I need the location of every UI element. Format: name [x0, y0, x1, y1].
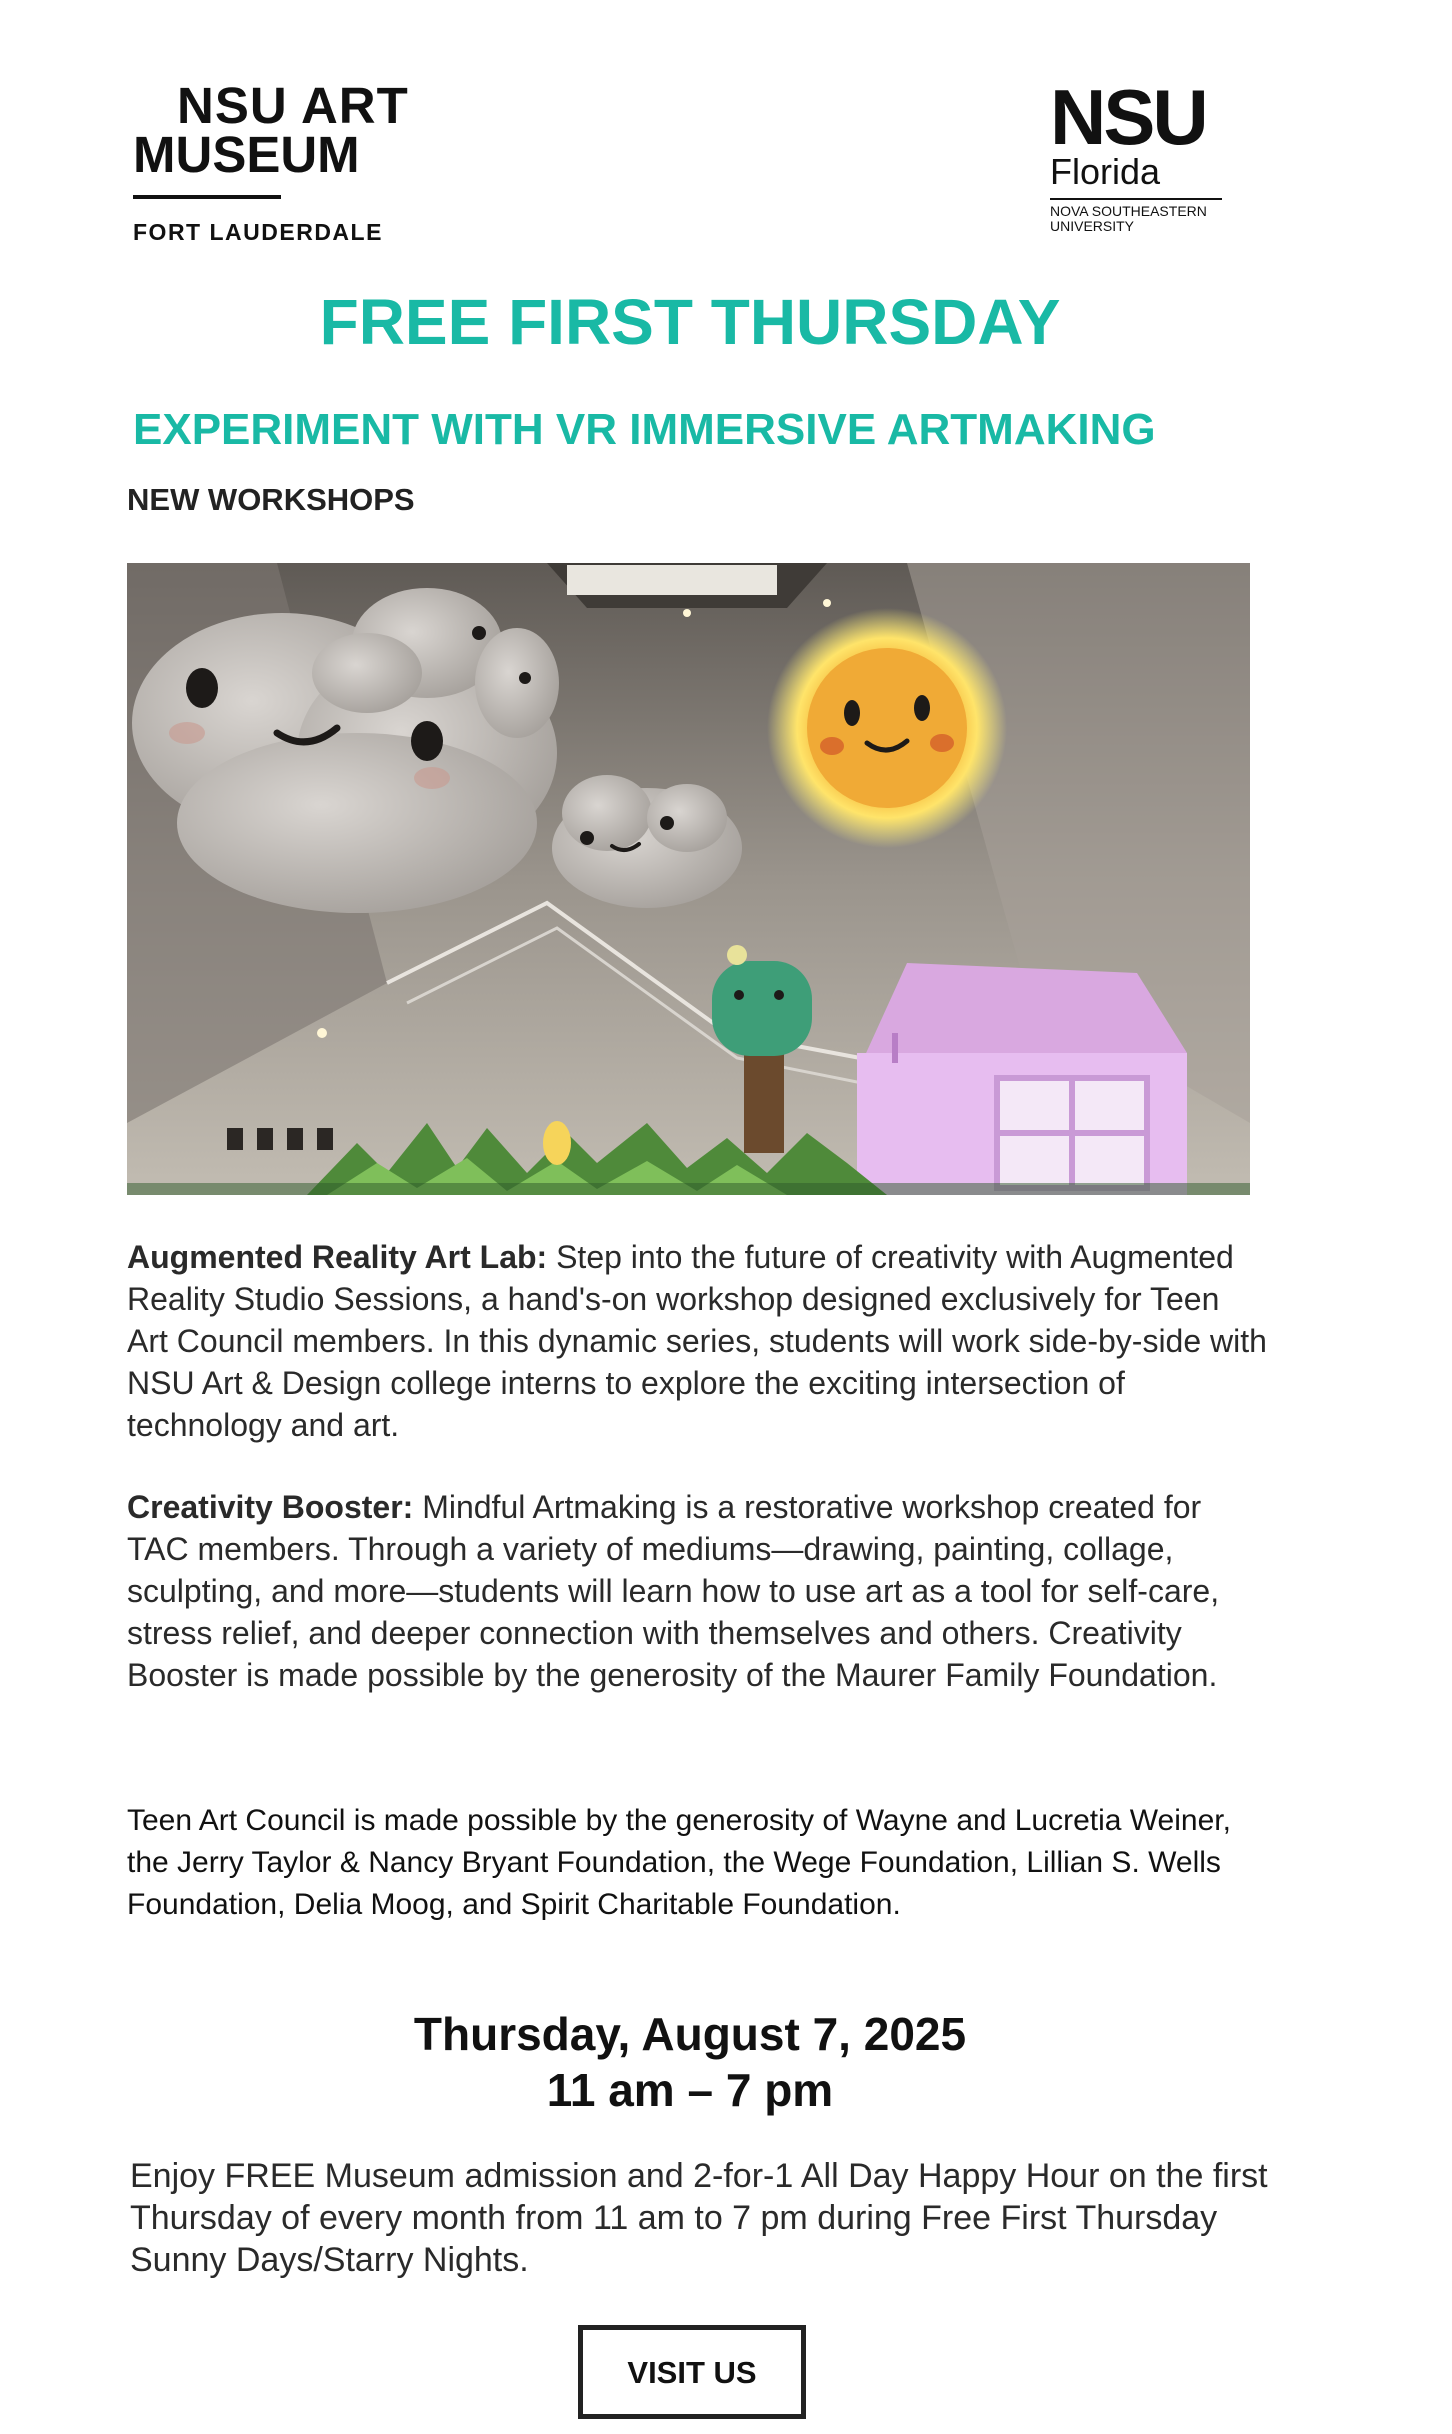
event-datetime — [0, 2006, 1380, 2118]
page-title: FREE FIRST THURSDAY — [319, 286, 1061, 358]
university-logo-name-1: NOVA SOUTHEASTERN — [1050, 203, 1207, 220]
vr-scene-illustration — [127, 563, 1250, 1195]
sun-character — [767, 608, 1007, 848]
workshop-creativity-booster-title: Creativity Booster: — [127, 1489, 414, 1525]
workshop-creativity-booster-text: Mindful Artmaking is a restorative workshop created for TAC members. Through a variety of mediums—drawing, painting, collage, sculpting, and more—students will learn how to use art as a tool for self-care, stress relief, and deeper connection with themselves and others. Creativity Booster is made possible by the generosity of the Maurer Family Foundation. — [127, 1489, 1220, 1693]
museum-logo-line1: NSU ART — [177, 77, 409, 134]
admission-text: Enjoy FREE Museum admission and 2-for-1 All Day Happy Hour on the first Thursday of every month from 11 am to 7 pm during Free First Thursday Sunny Days/Starry Nights. — [130, 2157, 1268, 2279]
museum-logo-line2: MUSEUM — [133, 126, 360, 183]
university-logo-wordmark: NSU — [1050, 73, 1206, 161]
university-logo-name-2: UNIVERSITY — [1050, 217, 1135, 234]
cloud-character-small — [552, 775, 742, 908]
museum-logo-location: FORT LAUDERDALE — [133, 219, 383, 246]
museum-logo-rule — [133, 195, 281, 199]
university-logo-state: Florida — [1050, 151, 1161, 193]
workshop-ar-art-lab-title: Augmented Reality Art Lab: — [127, 1239, 548, 1275]
workshop-ar-art-lab-text: Step into the future of creativity with Augmented Reality Studio Sessions, a hand's-on workshop designed exclusively for Teen Art Council members. In this dynamic series, students will work side-by-side with NSU Art & Design college interns to explore the exciting intersection of technology and art. — [127, 1239, 1267, 1443]
event-time: 11 am – 7 pm — [546, 2064, 834, 2116]
workshop-ar-art-lab — [127, 1236, 1267, 1446]
workshop-creativity-booster — [127, 1486, 1267, 1696]
hero-image[interactable] — [127, 563, 1250, 1195]
page-subtitle: EXPERIMENT WITH VR IMMERSIVE ARTMAKING — [133, 405, 1156, 454]
house-character — [857, 963, 1187, 1195]
university-logo[interactable] — [1050, 73, 1230, 234]
visit-us-button[interactable]: VISIT US — [578, 2325, 806, 2419]
event-date: Thursday, August 7, 2025 — [413, 2008, 967, 2060]
museum-logo[interactable] — [133, 77, 433, 246]
section-label: NEW WORKSHOPS — [127, 482, 415, 517]
university-logo-rule — [1050, 198, 1222, 200]
sponsors-text: Teen Art Council is made possible by the generosity of Wayne and Lucretia Weiner, the Jerry Taylor & Nancy Bryant Foundation, the Wege Foundation, Lillian S. Wells Foundation, Delia Moog, and Spirit Charitable Foundation. — [127, 1804, 1231, 1921]
